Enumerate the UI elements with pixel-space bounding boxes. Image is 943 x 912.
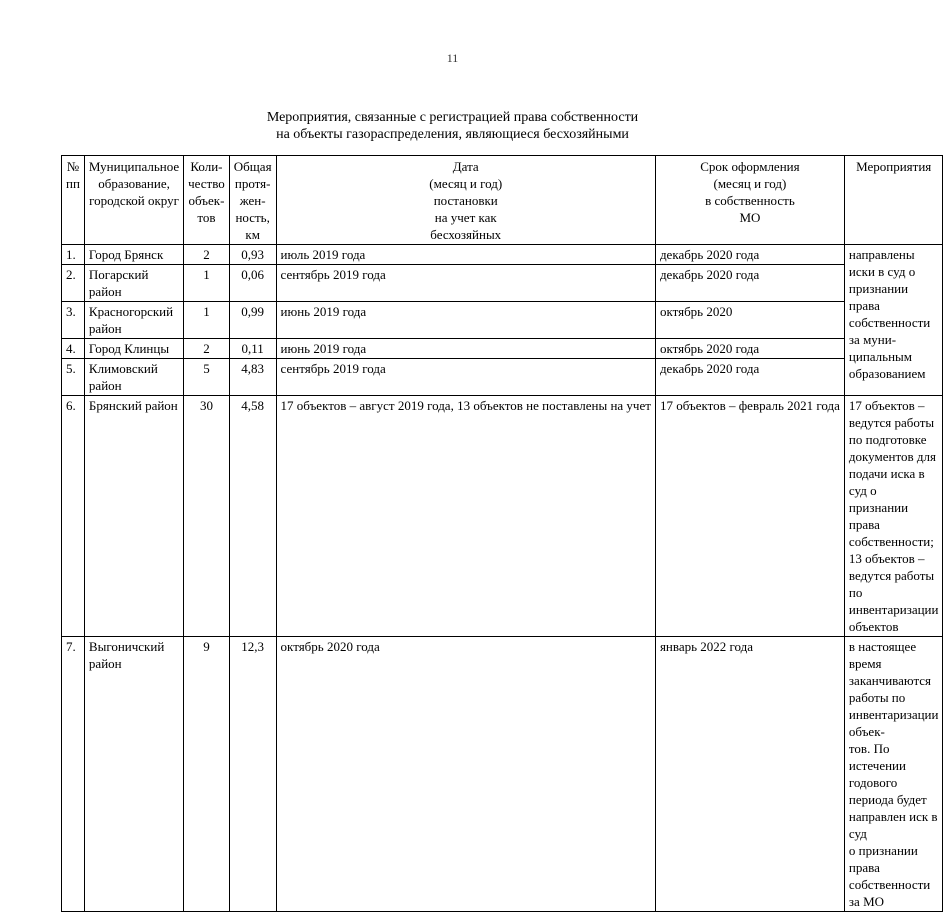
cell-term: январь 2022 года [655,637,844,912]
cell-term: октябрь 2020 [655,302,844,339]
cell-length: 0,06 [229,265,276,302]
cell-date: 17 объектов – август 2019 года, 13 объектов не поставлены на учет [276,396,655,637]
cell-length: 0,93 [229,245,276,265]
header-length: Общая протя- жен- ность, км [229,156,276,245]
table-row [62,265,943,302]
cell-count: 2 [184,339,230,359]
header-count: Коли- чество объек- тов [184,156,230,245]
cell-length: 12,3 [229,637,276,912]
cell-num: 7. [62,637,85,912]
cell-municipality: Выгоничский район [84,637,183,912]
cell-municipality: Брянский район [84,396,183,637]
table-header-row [62,156,943,245]
cell-municipality: Город Клинцы [84,339,183,359]
table-row [62,302,943,339]
cell-term: декабрь 2020 года [655,265,844,302]
cell-term: декабрь 2020 года [655,359,844,396]
cell-municipality: Погарский район [84,265,183,302]
cell-num: 3. [62,302,85,339]
cell-count: 5 [184,359,230,396]
table-row [62,359,943,396]
cell-date: сентябрь 2019 года [276,359,655,396]
cell-term: 17 объектов – февраль 2021 года [655,396,844,637]
cell-num: 1. [62,245,85,265]
cell-municipality: Город Брянск [84,245,183,265]
header-measures: Мероприятия [844,156,943,245]
cell-term: октябрь 2020 года [655,339,844,359]
cell-measures-merged: направлены иски в суд о признании права собственности за муни- ципальным образованием [844,245,943,396]
cell-count: 1 [184,265,230,302]
cell-count: 9 [184,637,230,912]
header-term: Срок оформления (месяц и год) в собственность МО [655,156,844,245]
cell-measures: 17 объектов – ведутся работы по подготовке документов для подачи иска в суд о признании права собственности; 13 объектов – ведутся работы по инвентаризации объектов [844,396,943,637]
cell-num: 2. [62,265,85,302]
cell-date: июнь 2019 года [276,339,655,359]
cell-length: 4,58 [229,396,276,637]
cell-length: 0,99 [229,302,276,339]
cell-measures: в настоящее время заканчиваются работы по инвентаризации объек- тов. По истечении годового периода будет направлен иск в суд о признании права собственности за МО [844,637,943,912]
title-line-2: на объекты газораспределения, являющиеся бесхозяйными [276,127,629,142]
document-title [0,109,905,143]
table-row [62,396,943,637]
cell-date: сентябрь 2019 года [276,265,655,302]
page-number: 11 [446,51,459,65]
cell-num: 4. [62,339,85,359]
cell-date: июль 2019 года [276,245,655,265]
table-row [62,339,943,359]
header-num: № пп [62,156,85,245]
cell-length: 0,11 [229,339,276,359]
table-row [62,245,943,265]
table-row [62,637,943,912]
title-line-1: Мероприятия, связанные с регистрацией права собственности [266,110,639,125]
registration-table [61,155,943,912]
cell-municipality: Климовский район [84,359,183,396]
cell-count: 1 [184,302,230,339]
cell-num: 6. [62,396,85,637]
header-date: Дата (месяц и год) постановки на учет как бесхозяйных [276,156,655,245]
cell-date: октябрь 2020 года [276,637,655,912]
cell-length: 4,83 [229,359,276,396]
cell-num: 5. [62,359,85,396]
cell-term: декабрь 2020 года [655,245,844,265]
cell-count: 30 [184,396,230,637]
cell-municipality: Красногорский район [84,302,183,339]
cell-date: июнь 2019 года [276,302,655,339]
header-municipality: Муниципальное образование, городской округ [84,156,183,245]
cell-count: 2 [184,245,230,265]
